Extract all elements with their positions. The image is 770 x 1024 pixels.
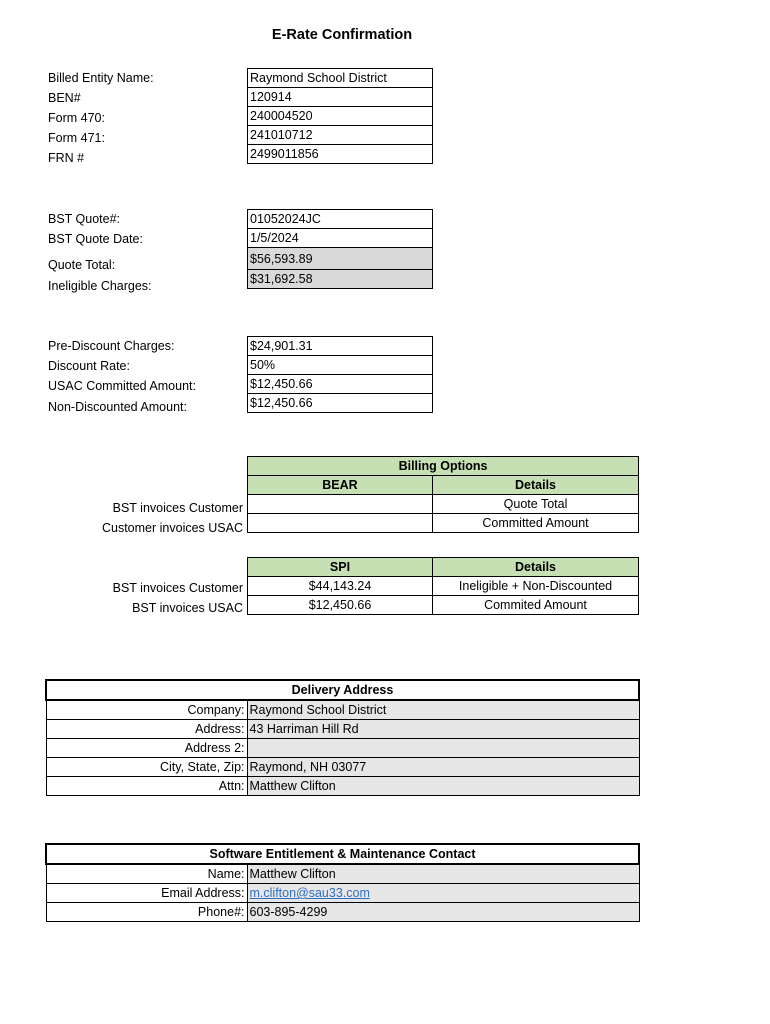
bear-header: BEAR — [248, 476, 433, 495]
quote-date-label: BST Quote Date: — [48, 232, 143, 246]
bear-row-label-2: Customer invoices USAC — [101, 521, 243, 535]
spi-details-2: Commited Amount — [433, 596, 639, 615]
delivery-address-table — [45, 679, 640, 796]
billed-entity-value: Raymond School District — [248, 69, 433, 88]
spi-amount-2: $12,450.66 — [248, 596, 433, 615]
bear-details-2: Committed Amount — [433, 514, 639, 533]
company-value: Raymond School District — [247, 700, 639, 720]
attn-value: Matthew Clifton — [247, 777, 639, 796]
spi-row-label-1: BST invoices Customer — [112, 581, 243, 595]
contact-name-label: Name: — [46, 864, 247, 884]
address-label: Address: — [46, 720, 247, 739]
entity-table — [247, 68, 433, 164]
ineligible-charges-value: $31,692.58 — [248, 270, 433, 289]
quote-table — [247, 209, 433, 289]
discount-table — [247, 336, 433, 413]
pre-discount-label: Pre-Discount Charges: — [48, 339, 175, 353]
quote-total-label: Quote Total: — [48, 258, 116, 272]
email-cell — [247, 884, 639, 903]
usac-committed-value: $12,450.66 — [248, 375, 433, 394]
attn-label: Attn: — [46, 777, 247, 796]
phone-label: Phone#: — [46, 903, 247, 922]
delivery-address-header: Delivery Address — [46, 680, 639, 700]
spi-header: SPI — [248, 558, 433, 577]
address-2-label: Address 2: — [46, 739, 247, 758]
billing-options-header: Billing Options — [248, 457, 639, 476]
form-471-label: Form 471: — [48, 131, 105, 145]
email-link[interactable]: m.clifton@sau33.com — [249, 886, 370, 900]
email-label: Email Address: — [46, 884, 247, 903]
frn-value: 2499011856 — [248, 145, 433, 164]
non-discounted-label: Non-Discounted Amount: — [48, 400, 187, 414]
contact-header: Software Entitlement & Maintenance Contact — [46, 844, 639, 864]
quote-total-value: $56,593.89 — [248, 248, 433, 270]
address-2-value — [247, 739, 639, 758]
pre-discount-value: $24,901.31 — [248, 337, 433, 356]
company-label: Company: — [46, 700, 247, 720]
contact-table — [45, 843, 640, 922]
contact-name-value: Matthew Clifton — [247, 864, 639, 884]
quote-date-value: 1/5/2024 — [248, 229, 433, 248]
spi-details-header: Details — [433, 558, 639, 577]
discount-rate-value: 50% — [248, 356, 433, 375]
spi-details-1: Ineligible + Non-Discounted — [433, 577, 639, 596]
city-state-zip-label: City, State, Zip: — [46, 758, 247, 777]
bear-amount-1 — [248, 495, 433, 514]
bear-table — [247, 456, 639, 533]
bear-details-1: Quote Total — [433, 495, 639, 514]
spi-row-label-2: BST invoices USAC — [132, 601, 243, 615]
form-470-value: 240004520 — [248, 107, 433, 126]
billed-entity-label: Billed Entity Name: — [48, 71, 154, 85]
address-value: 43 Harriman Hill Rd — [247, 720, 639, 739]
city-state-zip-value: Raymond, NH 03077 — [247, 758, 639, 777]
page-title: E-Rate Confirmation — [271, 27, 413, 43]
spi-amount-1: $44,143.24 — [248, 577, 433, 596]
bear-details-header: Details — [433, 476, 639, 495]
ben-label: BEN# — [48, 91, 81, 105]
frn-label: FRN # — [48, 151, 85, 165]
bear-amount-2 — [248, 514, 433, 533]
form-470-label: Form 470: — [48, 111, 105, 125]
usac-committed-label: USAC Committed Amount: — [48, 379, 196, 393]
quote-number-value: 01052024JC — [248, 210, 433, 229]
spi-table — [247, 557, 639, 615]
phone-value: 603-895-4299 — [247, 903, 639, 922]
ben-value: 120914 — [248, 88, 433, 107]
form-471-value: 241010712 — [248, 126, 433, 145]
discount-rate-label: Discount Rate: — [48, 359, 130, 373]
non-discounted-value: $12,450.66 — [248, 394, 433, 413]
ineligible-charges-label: Ineligible Charges: — [48, 279, 152, 293]
bear-row-label-1: BST invoices Customer — [112, 501, 243, 515]
quote-number-label: BST Quote#: — [48, 212, 121, 226]
